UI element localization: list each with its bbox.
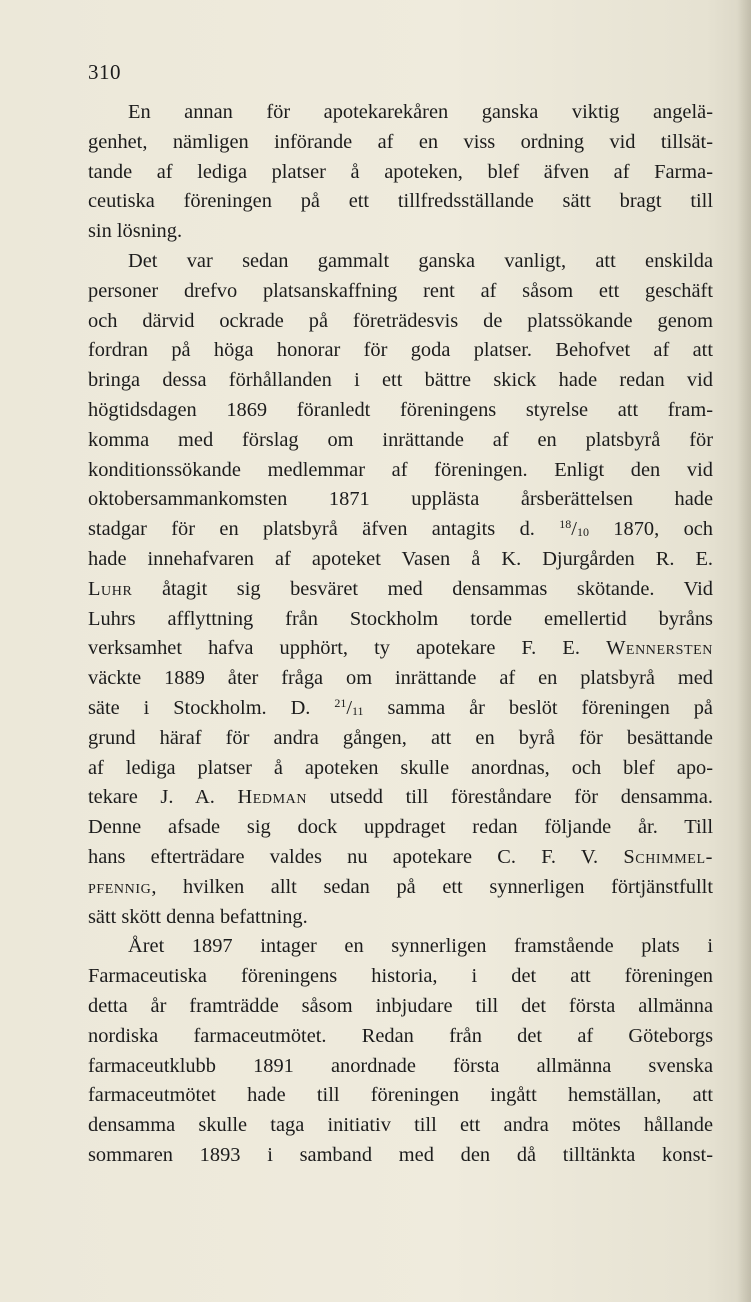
text-run: Luhrs afflyttning från Stockholm torde emellertid byråns [88,607,713,630]
text-line [88,605,713,635]
text-run: samma år beslöt föreningen på [363,696,713,719]
text-line [88,247,713,277]
text-line [88,664,713,694]
date-fraction-part: 21 [334,695,347,710]
text-line [88,813,713,843]
text-run: densamma skulle taga initiativ till ett andra mötes hållande [88,1114,713,1137]
text-line [88,783,713,813]
text-line [88,634,713,664]
text-line [88,158,713,188]
text-run: af lediga platser å apoteken skulle anordnas, och blef apo- [88,756,713,779]
text-run: ceutiska föreningen på ett tillfredsställande sätt bragt till [88,190,713,213]
text-line [88,1141,713,1171]
text-line [88,962,713,992]
text-run: nordiska farmaceutmötet. Redan från det af Göteborgs [88,1024,713,1047]
text-line [88,873,713,903]
text-run: Det var sedan gammalt ganska vanligt, att enskilda [128,249,713,272]
text-run: väckte 1889 åter fråga om inrättande af en platsbyrå med [88,667,713,690]
text-line [88,485,713,515]
text-line [88,128,713,158]
text-run: fordran på höga honorar för goda platser. Behofvet af att [88,339,713,362]
text-run: konditionssökande medlemmar af föreningen. Enligt den vid [88,458,713,481]
text-run: utsedd till föreståndare för densamma. [307,786,714,809]
text-run: sommaren 1893 i samband med den då tilltänkta konst- [88,1143,713,1166]
text-line [88,1081,713,1111]
text-run: oktobersammankomsten 1871 upplästa årsberättelsen hade [88,488,713,511]
text-line [88,277,713,307]
text-run: verksamhet hafva upphört, ty apotekare F. E. [88,637,607,660]
text-line [88,1022,713,1052]
text-run: tande af lediga platser å apoteken, blef äfven af Farma- [88,160,713,183]
text-line [88,903,713,933]
text-run: farmaceutklubb 1891 anordnade första allmänna svenska [88,1054,713,1077]
text-run: sin lösning. [88,220,183,243]
person-name: Schimmel- [623,845,713,868]
text-run: säte i Stockholm. D. [88,696,335,719]
text-line [88,932,713,962]
text-line [88,217,713,247]
text-line [88,575,713,605]
text-run: åtagit sig besväret med densammas skötande. Vid [132,577,713,600]
text-line [88,992,713,1022]
date-fraction-part: 10 [576,525,589,540]
text-line [88,98,713,128]
text-run: Farmaceutiska föreningens historia, i det att föreningen [88,965,713,988]
text-run: detta år framträdde såsom inbjudare till det första allmänna [88,994,713,1017]
person-name: Luhr [88,577,133,600]
text-run: / [571,518,577,541]
text-run: Året 1897 intager en synnerligen framstående plats i [128,935,713,958]
text-line [88,545,713,575]
text-line [88,694,713,724]
text-run: högtidsdagen 1869 föranledt föreningens styrelse att fram- [88,398,713,421]
text-run: tekare J. A. [88,786,238,809]
text-line [88,515,713,545]
person-name: Wennersten [606,637,713,660]
text-run: / [346,696,352,719]
text-run: hans efterträdare valdes nu apotekare C. F. V. [88,845,624,868]
text-run: 1870, och [588,518,714,541]
text-line [88,426,713,456]
page-edge-shadow [737,0,751,1302]
text-line [88,187,713,217]
text-line [88,366,713,396]
text-line [88,1052,713,1082]
page-number: 310 [88,60,121,84]
text-run: , hvilken allt sedan på ett synnerligen förtjänstfullt [151,875,713,898]
text-run: grund häraf för andra gången, att en byrå för besättande [88,726,713,749]
text-run: genhet, nämligen införande af en viss ordning vid tillsät- [88,130,713,153]
text-line [88,396,713,426]
text-line [88,754,713,784]
text-run: hade innehafvaren af apoteket Vasen å K. Djurgården R. E. [88,547,713,570]
text-line [88,1111,713,1141]
text-run: farmaceutmötet hade till föreningen ingått hemställan, att [88,1084,713,1107]
person-name: pfennig [88,875,152,898]
text-run: Denne afsade sig dock uppdraget redan följande år. Till [88,816,713,839]
text-run: stadgar för en platsbyrå äfven antagits d. [88,518,560,541]
text-run: och därvid ockrade på företrädesvis de platssökande genom [88,309,713,332]
text-line [88,724,713,754]
text-line [88,843,713,873]
date-fraction-part: 11 [351,703,364,718]
text-run: En annan för apotekarekåren ganska viktig angelä- [128,101,713,123]
date-fraction-part: 18 [559,517,572,532]
person-name: Hedman [237,786,308,809]
text-line [88,307,713,337]
text-line [88,336,713,366]
text-line [88,456,713,486]
text-run: komma med förslag om inrättande af en platsbyrå för [88,428,713,451]
text-run: bringa dessa förhållanden i ett bättre skick hade redan vid [88,369,713,392]
text-run: sätt skött denna befattning. [88,905,308,928]
body-text [88,98,713,1171]
text-run: personer drefvo platsanskaffning rent af såsom ett geschäft [88,279,713,302]
